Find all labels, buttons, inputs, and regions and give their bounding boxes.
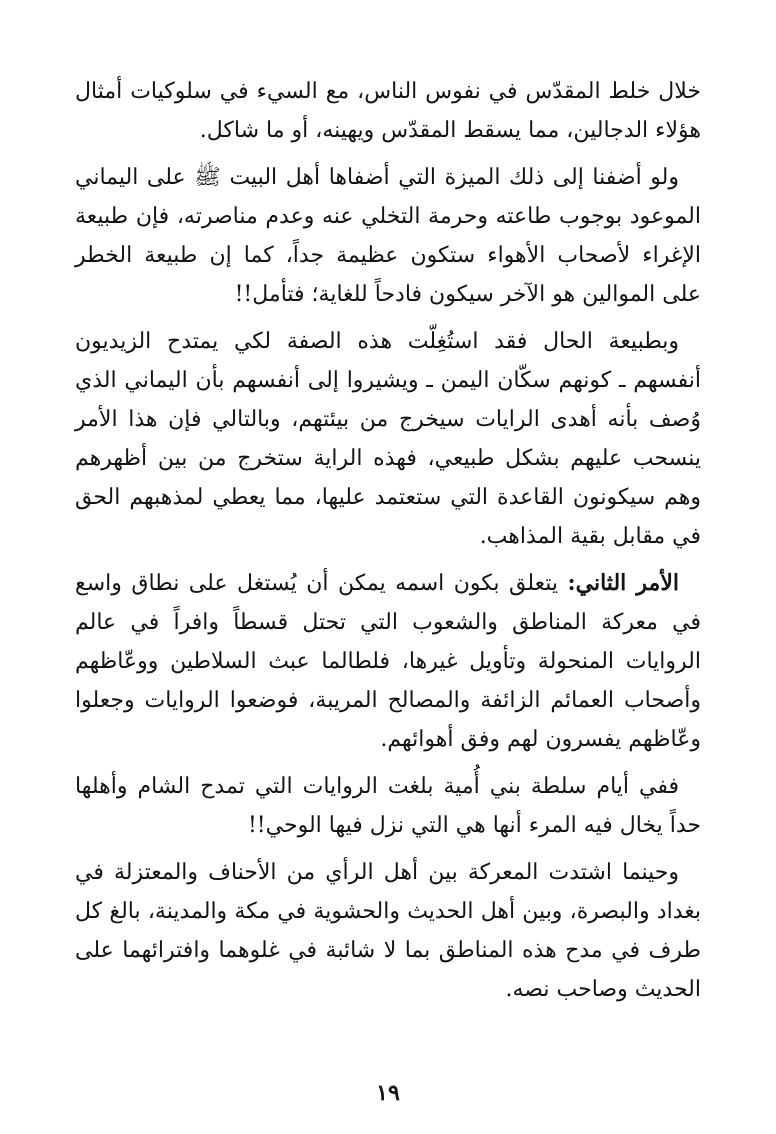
paragraph-text: ففي أيام سلطة بني أُمية بلغت الروايات التي تمدح الشام وأهلها حداً يخال فيه المرء أنها هي التي نزل فيها الوحي!! — [75, 774, 701, 838]
paragraph-text: يتعلق بكون اسمه يمكن أن يُستغل على نطاق واسع في معركة المناطق والشعوب التي تحتل قسطاً وافراً في عالم الروايات المنحولة وتأويل غيرها، فلطالما عبث السلاطين ووعّاظهم وأصحاب العمائم الزائفة والمصالح المريبة، فوضعوا الروايات وجعلوا وعّاظهم يفسرون لهم وفق أهوائهم. — [75, 571, 701, 752]
paragraph-2 — [75, 158, 701, 314]
paragraph-text: ولو أضفنا إلى ذلك الميزة التي أضفاها أهل البيت ﷺ على اليماني الموعود بوجوب طاعته وحرمة التخلي عنه وعدم مناصرته، فإن طبيعة الإغراء لأصحاب الأهواء ستكون عظيمة جداً، كما إن طبيعة الخطر على الموالين هو الآخر سيكون فادحاً للغاية؛ فتأمل!! — [75, 165, 701, 307]
paragraph-text: خلال خلط المقدّس في نفوس الناس، مع السيء في سلوكيات أمثال هؤلاء الدجالين، مما يسقط المقدّس ويهينه، أو ما شاكل. — [75, 79, 701, 143]
paragraph-3 — [75, 322, 701, 556]
page-number: ١٩ — [376, 1080, 400, 1106]
paragraph-text: وبطبيعة الحال فقد استُغِلّت هذه الصفة لكي يمتدح الزيديون أنفسهم ـ كونهم سكّان اليمن ـ ويشيروا إلى أنفسهم بأن اليماني الذي وُصف بأنه أهدى الرايات سيخرج من بيئتهم، وبالتالي فإن هذا الأمر ينسحب عليهم بشكل طبيعي، فهذه الراية ستخرج من بين أظهرهم وهم سيكونون القاعدة التي ستعتمد عليها، مما يعطي لمذهبهم الحق في مقابل بقية المذاهب. — [75, 329, 701, 549]
paragraph-5 — [75, 767, 701, 845]
page-body — [75, 72, 701, 1017]
paragraph-4 — [75, 564, 701, 759]
paragraph-lead: الأمر الثاني: — [567, 570, 679, 596]
paragraph-6 — [75, 853, 701, 1009]
paragraph-text: وحينما اشتدت المعركة بين أهل الرأي من الأحناف والمعتزلة في بغداد والبصرة، وبين أهل الحديث والحشوية في مكة والمدينة، بالغ كل طرف في مدح هذه المناطق بما لا شائبة في غلوهما وافترائهما على الحديث وصاحب نصه. — [75, 860, 701, 1002]
paragraph-1 — [75, 72, 701, 150]
